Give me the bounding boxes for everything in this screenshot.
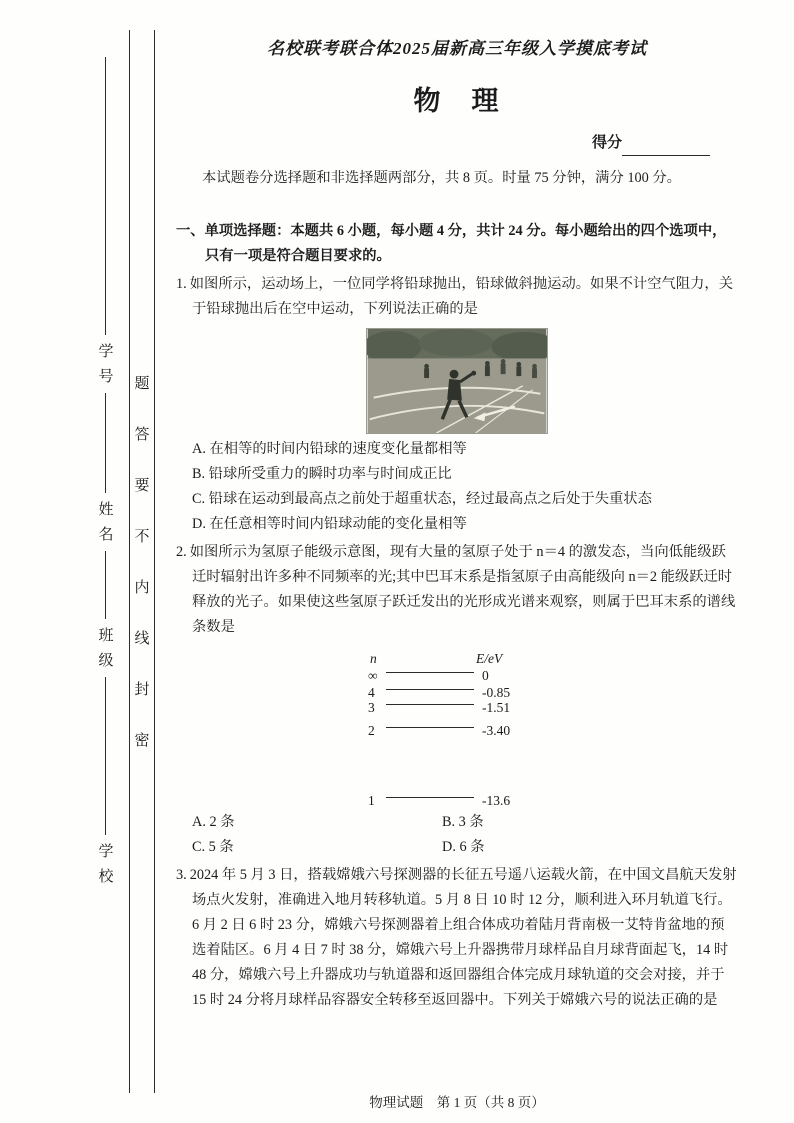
school-blank-line	[105, 677, 106, 835]
option-1b: B. 铅球所受重力的瞬时功率与时间成正比	[192, 466, 452, 482]
seal-char: 密	[134, 733, 150, 749]
class-blank-line	[105, 551, 106, 619]
seal-char: 不	[134, 529, 150, 545]
question-1	[176, 272, 738, 322]
level-line	[386, 727, 474, 728]
student-id-label: 学号	[96, 343, 113, 393]
energy-level-diagram	[368, 646, 543, 806]
level-line	[386, 797, 474, 798]
shotput-photo	[366, 328, 548, 434]
option-2d: D. 6 条	[442, 839, 485, 855]
level-line	[386, 689, 474, 690]
question-2-text: 如图所示为氢原子能级示意图，现有大量的氢原子处于 n＝4 的激发态，当向低能级跃迁时辐射出许多种不同频率的光;其中巴耳末系是指氢原子由高能级向 n＝2 能级跃迁时释放的光子。如果使这些氢原子跃迁发出的光形成光谱来观察，则属于巴耳末系的谱线条数是	[189, 544, 736, 635]
school-label: 学校	[96, 843, 113, 893]
main-content	[176, 36, 738, 1013]
class-label: 班级	[96, 627, 113, 677]
seal-char: 内	[134, 580, 150, 596]
student-info-column	[94, 57, 116, 893]
energy-level-row: 1 -13.6	[368, 793, 511, 808]
student-name-label: 姓名	[96, 501, 113, 551]
question-3	[176, 863, 738, 1013]
student-name-blank-line	[105, 393, 106, 493]
exam-title: 名校联考联合体2025届新高三年级入学摸底考试	[267, 39, 647, 58]
exam-instructions: 本试题卷分选择题和非选择题两部分，共 8 页。时量 75 分钟，满分 100 分。	[202, 170, 681, 186]
seal-char: 题	[134, 376, 150, 392]
question-1-text: 如图所示，运动场上，一位同学将铅球抛出，铅球做斜抛运动。如果不计空气阻力，关于铅球抛出后在空中运动，下列说法正确的是	[189, 276, 734, 317]
question-3-text: 2024 年 5 月 3 日，搭载嫦娥六号探测器的长征五号遥八运载火箭，在中国文昌航天发射场点火发射，准确进入地月转移轨道。5 月 8 日 10 时 12 分，顺利进入环月轨道飞行。6 月 2 日 6 时 23 分，嫦娥六号探测器着上组合体成功着陆月背南极一艾特肯盆地的预选着陆区。6 月 4 日 7 时 38 分，嫦娥六号上升器携带月球样品自月球背面起飞，14 时 48 分，嫦娥六号上升器成功与轨道器和返回器组合体完成月球轨道的交会对接，并于 15 时 24 分将月球样品容器安全转移至返回器中。下列关于嫦娥六号的说法正确的是	[189, 867, 737, 1008]
option-2a: A. 2 条	[192, 814, 235, 830]
diagram-col-e-header: E/eV	[476, 651, 503, 666]
option-2c: C. 5 条	[192, 839, 234, 855]
level-line	[386, 672, 474, 673]
energy-level-row: 4 -0.85	[368, 685, 511, 700]
seal-char: 要	[134, 478, 150, 494]
section-one-heading: 一、单项选择题：本题共 6 小题，每小题 4 分，共计 24 分。每小题给出的四个选项中，只有一项是符合题目要求的。	[176, 223, 727, 264]
option-1d: D. 在任意相等时间内铅球动能的变化量相等	[192, 516, 467, 532]
student-id-blank-line	[105, 57, 106, 335]
level-line	[386, 704, 474, 705]
page-footer: 物理试题 第 1 页（共 8 页）	[369, 1095, 545, 1110]
question-1-number: 1.	[176, 276, 187, 292]
energy-level-row: 3 -1.51	[368, 700, 511, 715]
seal-line-text	[130, 372, 154, 750]
energy-level-row: ∞ 0	[368, 668, 489, 683]
question-3-number: 3.	[176, 867, 187, 883]
question-1-options	[192, 437, 738, 537]
option-2b: B. 3 条	[442, 814, 484, 830]
shotput-photo-image	[366, 328, 548, 434]
score-blank-line	[622, 140, 710, 156]
seal-rule-right	[154, 30, 155, 1093]
question-2	[176, 540, 738, 640]
question-2-options-row-1	[192, 810, 738, 835]
option-1c: C. 铅球在运动到最高点之前处于超重状态，经过最高点之后处于失重状态	[192, 491, 652, 507]
subject-title: 物 理	[413, 86, 501, 116]
seal-char: 封	[134, 682, 150, 698]
question-2-options-row-2	[192, 835, 738, 860]
energy-level-row: 2 -3.40	[368, 723, 511, 738]
seal-char: 答	[134, 427, 150, 443]
diagram-col-n-header: n	[370, 651, 377, 666]
seal-char: 线	[134, 631, 150, 647]
score-label: 得分	[591, 135, 622, 151]
score-row	[176, 131, 738, 153]
option-1a: A. 在相等的时间内铅球的速度变化量都相等	[192, 441, 467, 457]
question-2-number: 2.	[176, 544, 187, 560]
